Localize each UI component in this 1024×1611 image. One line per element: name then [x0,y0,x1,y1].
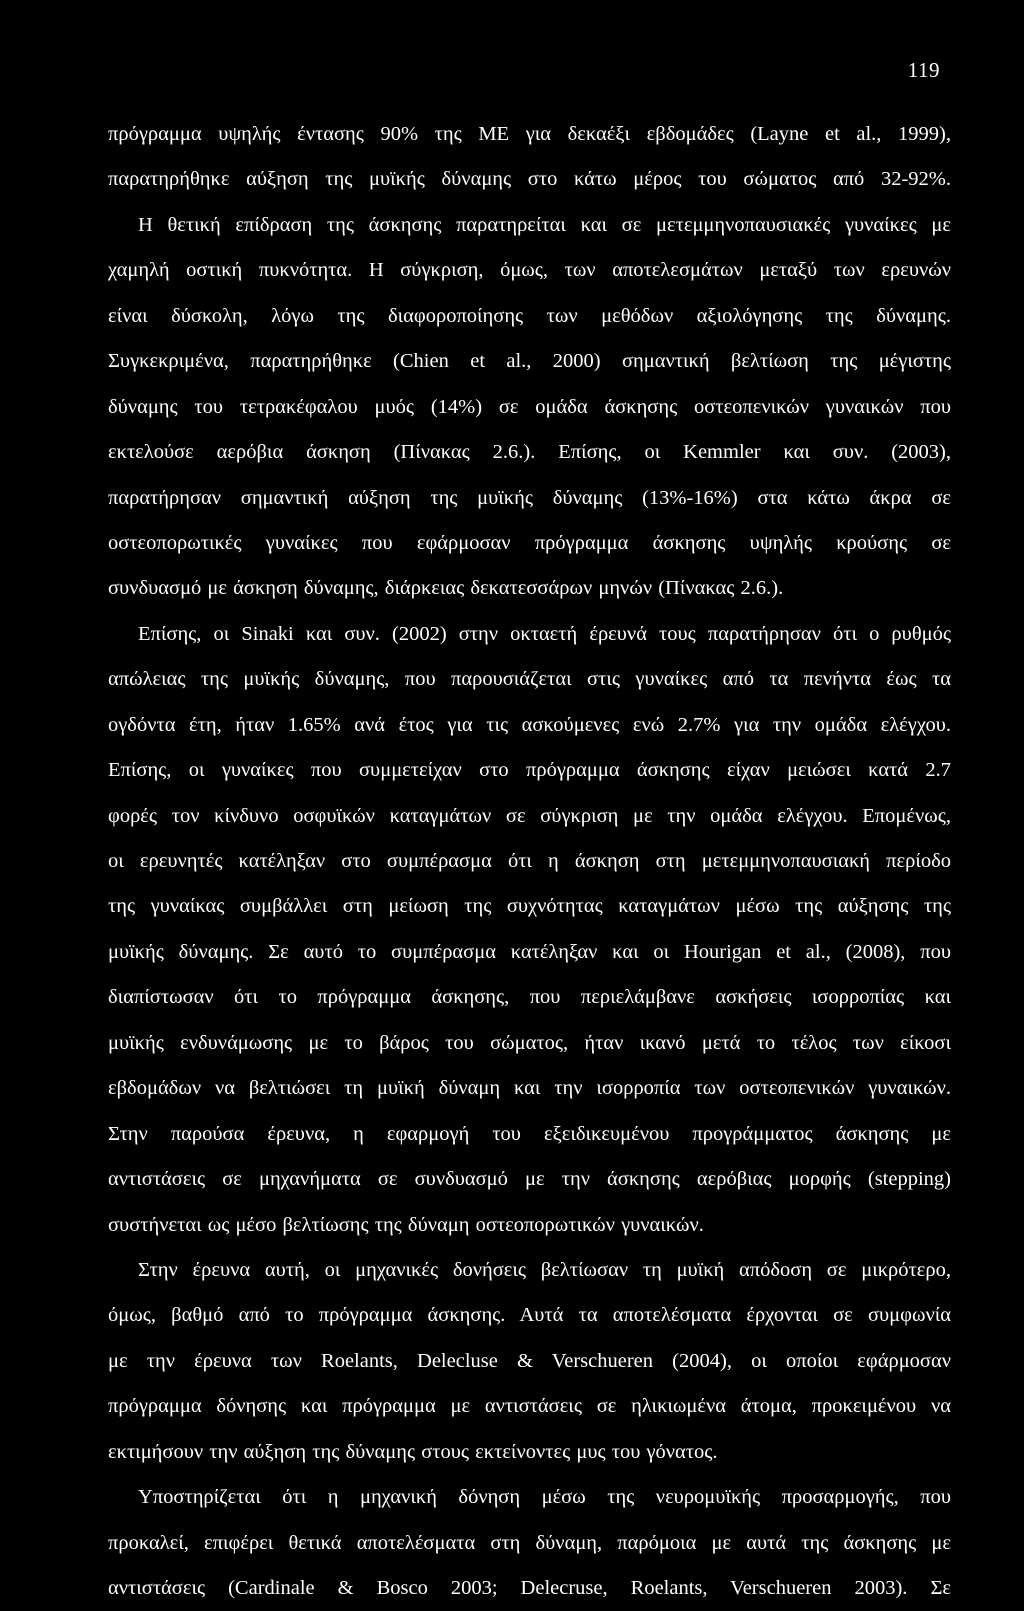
text-line: παρατηρήθηκε αύξηση της μυϊκής δύναμης στο κάτω μέρος του σώματος από 32-92%. [108,168,951,191]
text-line: με την έρευνα των Roelants, Delecluse & Verschueren (2004), οι οποίοι εφάρμοσαν [108,1349,951,1372]
text-line: συνδυασμό με άσκηση δύναμης, διάρκειας δεκατεσσάρων μηνών (Πίνακας 2.6.). [108,577,784,600]
text-line: μυϊκής ενδυνάμωσης με το βάρος του σώματος, ήταν ικανό μετά το τέλος των είκοσι [108,1031,951,1054]
text-line: εβδομάδων να βελτιώσει τη μυϊκή δύναμη και την ισορροπία των οστεοπενικών γυναικών. [108,1077,951,1100]
text-line: διαπίστωσαν ότι το πρόγραμμα άσκησης, που περιελάμβανε ασκήσεις ισορροπίας και [108,986,951,1009]
text-line: οι ερευνητές κατέληξαν στο συμπέρασμα ότι η άσκηση στη μετεμμηνοπαυσιακή περίοδο [108,850,951,872]
text-line: όμως, βαθμό από το πρόγραμμα άσκησης. Αυτά τα αποτελέσματα έρχονται σε συμφωνία [108,1304,951,1327]
text-line: πρόγραμμα υψηλής έντασης 90% της ΜΕ για δεκαέξι εβδομάδες (Layne et al., 1999), [108,123,951,145]
text-line: Στην έρευνα αυτή, οι μηχανικές δονήσεις βελτίωσαν τη μυϊκή απόδοση σε μικρότερο, [138,1258,951,1281]
text-line: Η θετική επίδραση της άσκησης παρατηρείται και σε μετεμμηνοπαυσιακές γυναίκες με [138,213,951,236]
text-line: οστεοπορωτικές γυναίκες που εφάρμοσαν πρόγραμμα άσκησης υψηλής κρούσης σε [108,531,951,554]
text-line: φορές τον κίνδυνο οσφυϊκών καταγμάτων σε σύγκριση με την ομάδα ελέγχου. Επομένως, [108,804,951,827]
text-line: είναι δύσκολη, λόγω της διαφοροποίησης των μεθόδων αξιολόγησης της δύναμης. [108,304,951,327]
page-number: 119 [907,58,940,82]
text-line: πρόγραμμα δόνησης και πρόγραμμα με αντιστάσεις σε ηλικιωμένα άτομα, προκειμένου να [108,1395,951,1418]
text-line: απώλειας της μυϊκής δύναμης, που παρουσιάζεται στις γυναίκες από τα πενήντα έως τα [108,668,951,691]
text-line: Στην παρούσα έρευνα, η εφαρμογή του εξειδικευμένου προγράμματος άσκησης με [108,1122,951,1145]
text-line: παρατήρησαν σημαντική αύξηση της μυϊκής δύναμης (13%-16%) στα κάτω άκρα σε [108,486,951,509]
text-line: δύναμης του τετρακέφαλου μυός (14%) σε ομάδα άσκησης οστεοπενικών γυναικών που [108,395,951,418]
text-line: χαμηλή οστική πυκνότητα. Η σύγκριση, όμως, των αποτελεσμάτων μεταξύ των ερευνών [108,259,951,282]
text-line: εκτελούσε αερόβια άσκηση (Πίνακας 2.6.). Επίσης, οι Kemmler και συν. (2003), [108,441,951,464]
text-line: Συγκεκριμένα, παρατηρήθηκε (Chien et al., 2000) σημαντική βελτίωση της μέγιστης [108,350,951,373]
text-line: προκαλεί, επιφέρει θετικά αποτελέσματα στη δύναμη, παρόμοια με αυτά της άσκησης με [108,1531,951,1554]
text-line: ογδόντα έτη, ήταν 1.65% ανά έτος για τις ασκούμενες ενώ 2.7% για την ομάδα ελέγχου. [108,713,951,736]
text-line: αντιστάσεις (Cardinale & Bosco 2003; Delecruse, Roelants, Verschueren 2003). Σε [108,1577,951,1599]
text-line: μυϊκής δύναμης. Σε αυτό το συμπέρασμα κατέληξαν και οι Hourigan et al., (2008), που [108,940,951,963]
text-line: Επίσης, οι Sinaki και συν. (2002) στην οκταετή έρευνά τους παρατήρησαν ότι ο ρυθμός [138,622,951,645]
text-line: συστήνεται ως μέσο βελτίωσης της δύναμη οστεοπορωτικών γυναικών. [108,1213,704,1236]
body-text [108,112,951,1611]
text-line: αντιστάσεις σε μηχανήματα σε συνδυασμό με την άσκησης αερόβιας μορφής (stepping) [108,1168,951,1191]
text-line: της γυναίκας συμβάλλει στη μείωση της συχνότητας καταγμάτων μέσω της αύξησης της [108,895,951,918]
text-line: Επίσης, οι γυναίκες που συμμετείχαν στο πρόγραμμα άσκησης είχαν μειώσει κατά 2.7 [108,759,951,782]
text-line: εκτιμήσουν την αύξηση της δύναμης στους εκτείνοντες μυς του γόνατος. [108,1440,718,1463]
text-line: Υποστηρίζεται ότι η μηχανική δόνηση μέσω της νευρομυϊκής προσαρμογής, που [138,1486,951,1509]
